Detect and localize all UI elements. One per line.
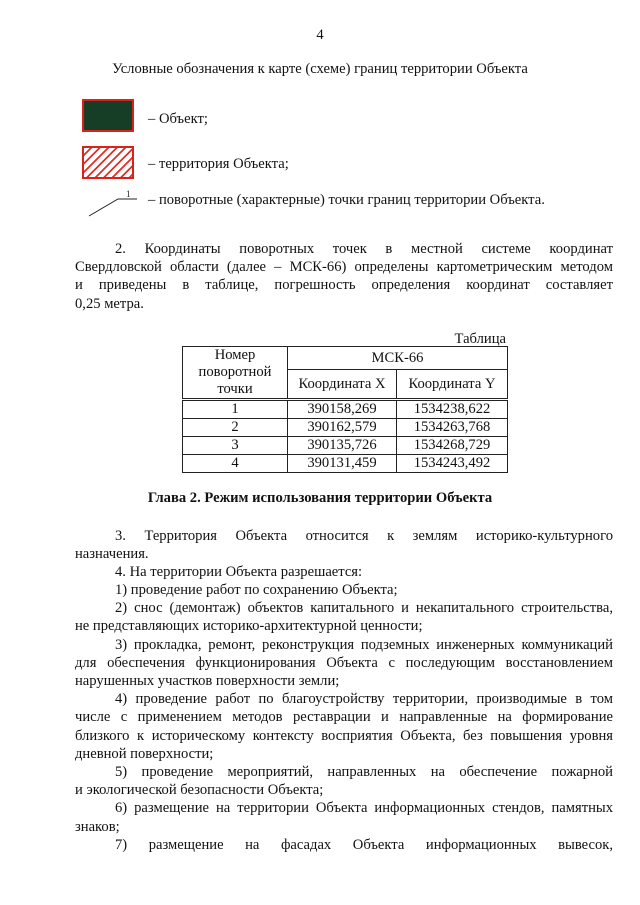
paragraph-2-line: Свердловской области (далее – МСК-66) определены картометрическим методом bbox=[75, 259, 613, 276]
paragraph-2 bbox=[75, 240, 613, 313]
legend-item-object: – Объект; bbox=[148, 111, 208, 127]
coordinate-y: 1534238,622 bbox=[397, 400, 508, 419]
coordinates-table bbox=[182, 346, 508, 473]
table-caption: Таблица bbox=[454, 331, 506, 347]
paragraph-3-line: назначения. bbox=[75, 546, 149, 563]
paragraph-2-line: 2. Координаты поворотных точек в местной системе координат bbox=[115, 241, 613, 257]
coordinate-y: 1534263,768 bbox=[397, 419, 508, 437]
list-item: 3) прокладка, ремонт, реконструкция подземных инженерных коммуникаций для обеспечения функционирования Объекта с последующим восстановлением нарушенных участков поверхности земли; bbox=[75, 636, 613, 690]
point-number: 2 bbox=[183, 419, 288, 437]
table-row bbox=[183, 419, 508, 437]
legend-item-points: – поворотные (характерные) точки границ территории Объекта. bbox=[148, 192, 545, 208]
permitted-items-list bbox=[75, 581, 613, 854]
legend-item-territory: – территория Объекта; bbox=[148, 156, 289, 172]
turning-point-symbol bbox=[88, 186, 142, 218]
list-item: 1) проведение работ по сохранению Объекта; bbox=[115, 582, 398, 598]
coordinate-x: 390135,726 bbox=[288, 437, 397, 455]
coordinate-x: 390162,579 bbox=[288, 419, 397, 437]
table-row bbox=[183, 437, 508, 455]
table-row bbox=[183, 455, 508, 473]
turning-point-marker: 1 bbox=[126, 189, 131, 199]
paragraph-4 bbox=[75, 563, 613, 581]
coordinate-x: 390158,269 bbox=[288, 400, 397, 419]
point-number: 4 bbox=[183, 455, 288, 473]
header-coordinate-x: Координата X bbox=[288, 370, 397, 400]
territory-hatch-symbol bbox=[82, 146, 134, 179]
header-point-number: Номер поворотной точки bbox=[183, 347, 288, 400]
point-number: 3 bbox=[183, 437, 288, 455]
header-coordinate-y: Координата Y bbox=[397, 370, 508, 400]
paragraph-2-line: и приведены в таблице, погрешность определения координат составляет bbox=[75, 277, 613, 294]
legend-title: Условные обозначения к карте (схеме) границ территории Объекта bbox=[112, 61, 528, 77]
list-item: 5) проведение мероприятий, направленных на обеспечение пожарной и экологической безопасности Объекта; bbox=[75, 764, 613, 799]
coordinate-y: 1534243,492 bbox=[397, 455, 508, 473]
paragraph-2-line: 0,25 метра. bbox=[75, 295, 144, 312]
paragraph-3 bbox=[75, 527, 613, 563]
table-row bbox=[183, 400, 508, 419]
list-item: 7) размещение на фасадах Объекта информационных вывесок, bbox=[115, 836, 613, 853]
chapter-2-heading: Глава 2. Режим использования территории Объекта bbox=[147, 490, 493, 506]
object-area-symbol bbox=[82, 99, 134, 132]
list-item: 6) размещение на территории Объекта информационных стендов, памятных знаков; bbox=[75, 800, 613, 835]
paragraph-4-line: 4. На территории Объекта разрешается: bbox=[115, 564, 363, 580]
paragraph-3-line: 3. Территория Объекта относится к землям историко-культурного bbox=[115, 528, 613, 544]
header-coordinate-system: МСК-66 bbox=[288, 347, 508, 370]
list-item: 4) проведение работ по благоустройству территории, производимые в том числе с применением методов реставрации и направленные на формирование близкого к историческому контексту восприятия Объекта, без повышения уровня дневной поверхности; bbox=[75, 691, 613, 762]
coordinate-y: 1534268,729 bbox=[397, 437, 508, 455]
coordinate-x: 390131,459 bbox=[288, 455, 397, 473]
page-number: 4 bbox=[316, 27, 324, 43]
list-item: 2) снос (демонтаж) объектов капитального и некапитального строительства, не представляющих историко-архитектурной ценности; bbox=[75, 600, 613, 635]
point-number: 1 bbox=[183, 400, 288, 419]
